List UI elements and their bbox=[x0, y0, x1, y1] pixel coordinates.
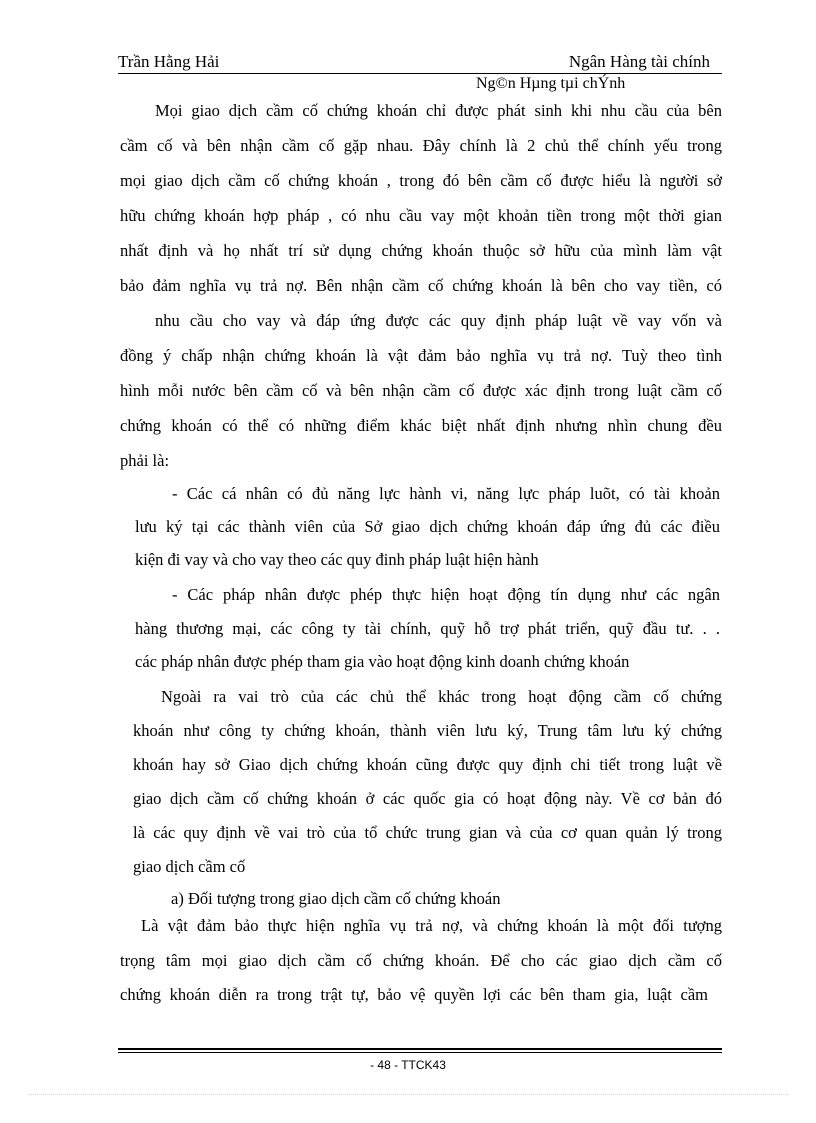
body-line: hình mỗi nước bên cầm cố và bên nhận cầm cố được xác định trong luật cầm cố bbox=[120, 381, 722, 400]
page-edge-divider bbox=[28, 1094, 788, 1095]
body-line: bảo đảm nghĩa vụ trả nợ. Bên nhận cầm cố chứng khoán là bên cho vay tiền, có bbox=[120, 276, 722, 295]
body-line: giao dịch cầm cố chứng khoán ở các quốc gia có hoạt động này. Về cơ bản đó bbox=[133, 789, 722, 808]
bullet-line: - Các pháp nhân được phép thực hiện hoạt động tín dụng như các ngân bbox=[172, 585, 720, 604]
body-line: nhất định và họ nhất trí sử dụng chứng khoán thuộc sở hữu của mình làm vật bbox=[120, 241, 722, 260]
body-line: hữu chứng khoán hợp pháp , có nhu cầu vay một khoản tiền trong một thời gian bbox=[120, 206, 722, 225]
body-line: là các quy định về vai trò của tổ chức trung gian và của cơ quan quản lý trong bbox=[133, 823, 722, 842]
body-line: chứng khoán có thể có những điểm khác biệt nhất định nhưng nhìn chung đều bbox=[120, 416, 722, 435]
footer-rule bbox=[118, 1048, 722, 1050]
body-line: nhu cầu cho vay và đáp ứng được các quy định pháp luật về vay vốn và bbox=[155, 311, 722, 330]
body-line: chứng khoán diễn ra trong trật tự, bảo vệ quyền lợi các bên tham gia, luật cầm bbox=[120, 985, 708, 1004]
body-line: khoán hay sở Giao dịch chứng khoán cũng được quy định chi tiết trong luật về bbox=[133, 755, 722, 774]
bullet-line: lưu ký tại các thành viên của Sở giao dịch chứng khoán đáp ứng đủ các điều bbox=[135, 517, 720, 536]
header-rule bbox=[118, 73, 722, 74]
header-organization: Ngân Hàng tài chính bbox=[568, 52, 710, 71]
footer-rule bbox=[118, 1052, 722, 1053]
body-line: khoán như công ty chứng khoán, thành viên lưu ký, Trung tâm lưu ký chứng bbox=[133, 721, 722, 740]
header-author: Trần Hằng Hải bbox=[118, 52, 220, 71]
body-line: Là vật đảm bảo thực hiện nghĩa vụ trả nợ, và chứng khoán là một đối tượng bbox=[141, 916, 722, 935]
body-line: cầm cố và bên nhận cầm cố gặp nhau. Đây chính là 2 chủ thể chính yếu trong bbox=[120, 136, 722, 155]
bullet-line: kiện đi vay và cho vay theo các quy đinh pháp luật hiện hành bbox=[135, 550, 539, 569]
page-header bbox=[118, 52, 720, 74]
bullet-line: hàng thương mại, các công ty tài chính, quỹ hỗ trợ phát triển, quỹ đầu tư. . . bbox=[135, 619, 720, 638]
body-line: giao dịch cầm cố bbox=[133, 857, 246, 876]
body-line: Mọi giao dịch cầm cố chứng khoán chỉ được phát sinh khi nhu cầu của bên bbox=[155, 101, 722, 120]
bullet-line: các pháp nhân được phép tham gia vào hoạt động kinh doanh chứng khoán bbox=[135, 652, 630, 671]
body-line: mọi giao dịch cầm cố chứng khoán , trong đó bên cầm cố được hiểu là người sở bbox=[120, 171, 722, 190]
header-garbled-text: Ng©n Hµng tµi chÝnh bbox=[476, 75, 626, 92]
body-line: đồng ý chấp nhận chứng khoán là vật đảm bảo nghĩa vụ trả nợ. Tuỳ theo tình bbox=[120, 346, 722, 365]
body-line: trọng tâm mọi giao dịch cầm cố chứng khoán. Để cho các giao dịch cầm cố bbox=[120, 951, 722, 970]
body-line: Ngoài ra vai trò của các chủ thể khác trong hoạt động cầm cố chứng bbox=[161, 687, 722, 706]
section-heading: a) Đối tượng trong giao dịch cầm cố chứng khoán bbox=[171, 889, 501, 908]
bullet-line: - Các cá nhân có đủ năng lực hành vi, năng lực pháp luõt, có tài khoản bbox=[172, 484, 720, 503]
page-number: - 48 - TTCK43 bbox=[370, 1058, 446, 1072]
body-line: phải là: bbox=[120, 451, 170, 470]
